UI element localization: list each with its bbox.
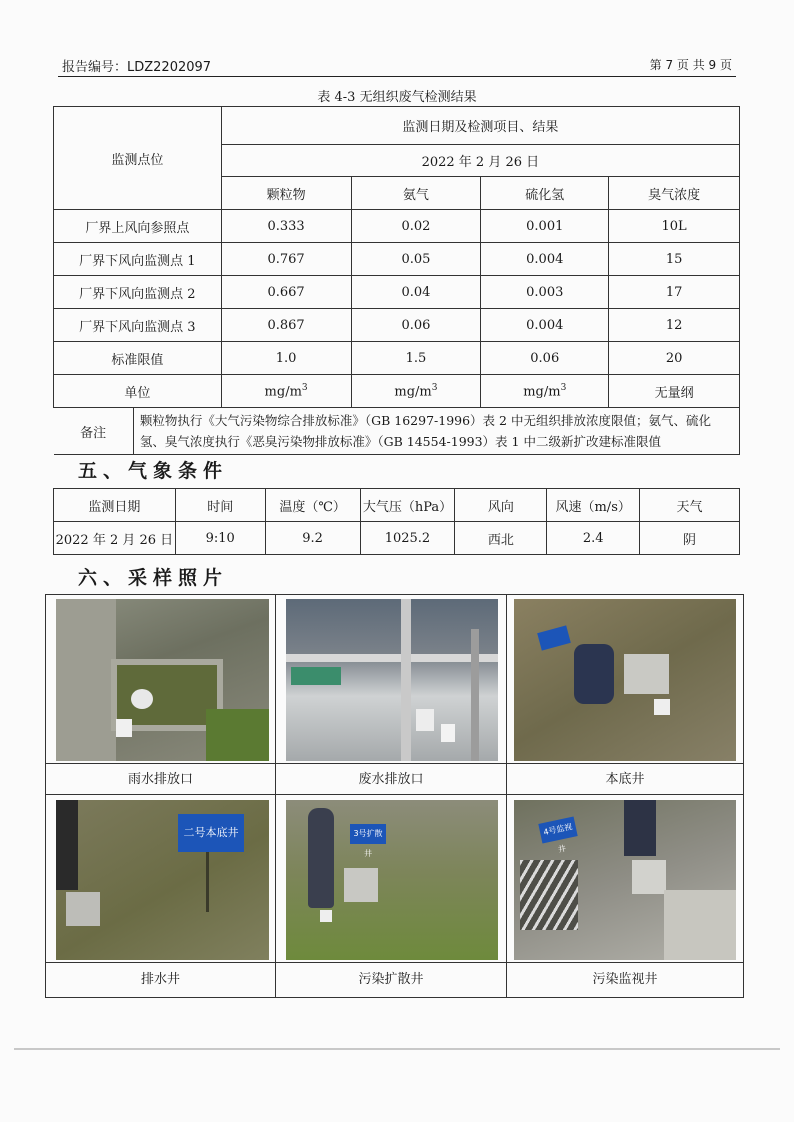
value-cell: 0.004 [481, 243, 609, 276]
item-header: 臭气浓度 [609, 177, 740, 210]
date-header: 2022 年 2 月 26 日 [221, 145, 739, 177]
well-sign: 4号监视井 [538, 816, 577, 843]
weather-cell: 2.4 [547, 522, 640, 555]
note-row [54, 408, 740, 455]
value-cell: 17 [609, 276, 740, 309]
photo-label: 本底井 [507, 763, 743, 795]
photo-wastewater-outlet [286, 599, 498, 761]
value-cell: 0.05 [351, 243, 481, 276]
value-cell: 15 [609, 243, 740, 276]
footer-rule [14, 1048, 780, 1050]
weather-header: 天气 [640, 489, 740, 522]
value-cell: 0.02 [351, 210, 481, 243]
photo-label: 废水排放口 [276, 763, 506, 795]
well-sign: 二号本底井 [178, 814, 244, 852]
point-cell: 厂界上风向参照点 [54, 210, 222, 243]
table-row [54, 522, 740, 555]
weather-header: 大气压（hPa） [360, 489, 455, 522]
air-results-table [53, 106, 740, 455]
weather-cell: 阴 [640, 522, 740, 555]
weather-cell: 9.2 [265, 522, 360, 555]
weather-cell: 2022 年 2 月 26 日 [54, 522, 176, 555]
point-cell: 厂界下风向监测点 2 [54, 276, 222, 309]
point-cell: 标准限值 [54, 342, 222, 375]
point-cell: 厂界下风向监测点 1 [54, 243, 222, 276]
unit-cell: $mg/m^3$ [481, 375, 609, 408]
note-label: 备注 [54, 408, 134, 455]
page-number: 第 7 页 共 9 页 [649, 58, 732, 72]
weather-table [53, 488, 740, 555]
value-cell: 0.667 [221, 276, 351, 309]
table-row [54, 243, 740, 276]
table-row [54, 309, 740, 342]
value-cell: 0.867 [221, 309, 351, 342]
value-cell: 1.5 [351, 342, 481, 375]
unit-cell: 无量纲 [609, 375, 740, 408]
item-header: 硫化氢 [481, 177, 609, 210]
value-cell: 0.003 [481, 276, 609, 309]
photo-monitoring-well [514, 800, 736, 960]
value-cell: 0.001 [481, 210, 609, 243]
unit-cell: $mg/m^3$ [221, 375, 351, 408]
table-row [54, 342, 740, 375]
value-cell: 0.333 [221, 210, 351, 243]
section-photos-title: 六、采样照片 [78, 567, 229, 589]
weather-cell: 西北 [455, 522, 547, 555]
photo-label: 污染扩散井 [276, 962, 506, 997]
weather-header: 时间 [175, 489, 265, 522]
section-weather-title: 五、气象条件 [78, 460, 229, 482]
well-sign: 3号扩散井 [350, 824, 386, 844]
photo-label: 污染监视井 [507, 962, 743, 997]
value-cell: 10L [609, 210, 740, 243]
note-text: 颗粒物执行《大气污染物综合排放标准》（GB 16297-1996）表 2 中无组织排放浓度限值；氨气、硫化氢、臭气浓度执行《恶臭污染物排放标准》（GB 14554-1993）表 1 中二级新扩改建标准限值 [133, 408, 739, 455]
unit-cell: $mg/m^3$ [351, 375, 481, 408]
photo-rainwater-outlet [56, 599, 269, 761]
weather-cell: 9:10 [175, 522, 265, 555]
unit-label: 单位 [54, 375, 222, 408]
item-header: 颗粒物 [221, 177, 351, 210]
weather-header: 风向 [455, 489, 547, 522]
group-header: 监测日期及检测项目、结果 [221, 107, 739, 145]
photo-background-well [514, 599, 736, 761]
weather-header: 风速（m/s） [547, 489, 640, 522]
table-row [54, 276, 740, 309]
photo-grid [45, 594, 744, 998]
weather-cell: 1025.2 [360, 522, 455, 555]
value-cell: 0.04 [351, 276, 481, 309]
value-cell: 0.06 [481, 342, 609, 375]
weather-header: 温度（℃） [265, 489, 360, 522]
photo-label: 排水井 [46, 962, 275, 997]
units-row [54, 375, 740, 408]
value-cell: 20 [609, 342, 740, 375]
weather-header: 监测日期 [54, 489, 176, 522]
value-cell: 0.767 [221, 243, 351, 276]
item-header: 氨气 [351, 177, 481, 210]
value-cell: 0.06 [351, 309, 481, 342]
table-row [54, 210, 740, 243]
photo-drainage-well [56, 800, 269, 960]
value-cell: 1.0 [221, 342, 351, 375]
value-cell: 0.004 [481, 309, 609, 342]
value-cell: 12 [609, 309, 740, 342]
col-point-header: 监测点位 [54, 107, 222, 210]
report-number: 报告编号：LDZ2202097 [62, 60, 212, 75]
photo-label: 雨水排放口 [46, 763, 275, 795]
table-caption: 表 4-3 无组织废气检测结果 [317, 90, 477, 105]
photo-diffusion-well [286, 800, 498, 960]
point-cell: 厂界下风向监测点 3 [54, 309, 222, 342]
header-rule [58, 76, 736, 77]
